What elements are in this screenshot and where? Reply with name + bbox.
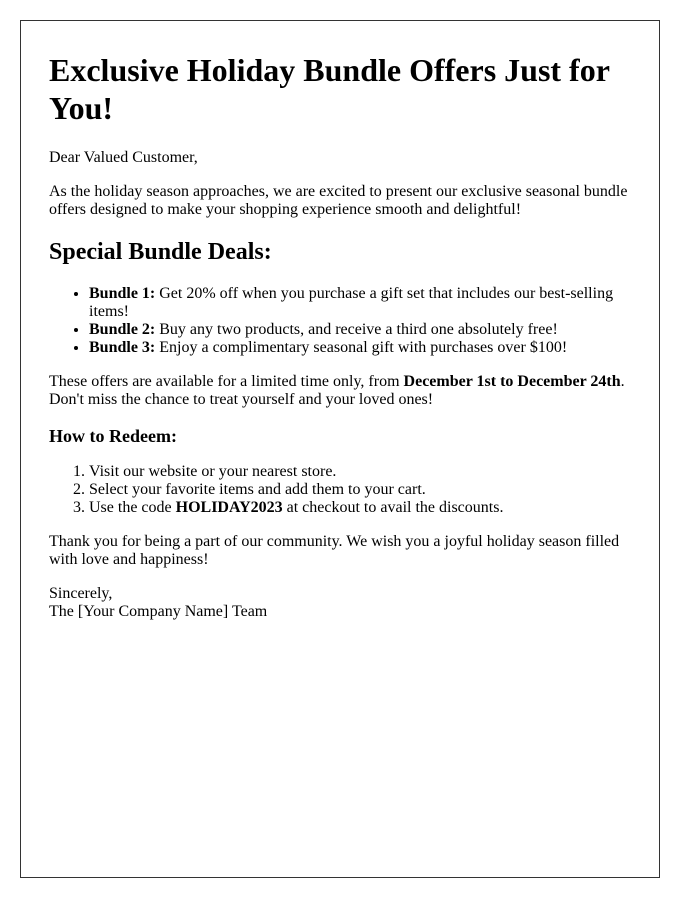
closing: Sincerely,: [49, 585, 113, 602]
deal-item-1: [89, 285, 631, 321]
availability-text-end: . Don't miss the chance to treat yourself and your loved ones!: [49, 373, 625, 408]
step-text: Use the code: [89, 499, 176, 516]
availability-dates: December 1st to December 24th: [403, 373, 621, 390]
deal-text: Get 20% off when you purchase a gift set that includes our best-selling items!: [89, 285, 614, 320]
signoff: [49, 585, 631, 621]
letter-container: [20, 20, 660, 878]
intro-paragraph: As the holiday season approaches, we are excited to present our exclusive seasonal bundle offers designed to make your shopping experience smooth and delightful!: [49, 183, 628, 218]
letter-title: Exclusive Holiday Bundle Offers Just for You!: [49, 52, 610, 126]
deal-label: Bundle 3:: [89, 339, 156, 356]
redeem-step-3: [89, 499, 631, 517]
deal-label: Bundle 1:: [89, 285, 156, 302]
deals-heading: Special Bundle Deals:: [49, 239, 272, 265]
deal-item-2: [89, 321, 631, 339]
deal-label: Bundle 2:: [89, 321, 156, 338]
deal-text: Buy any two products, and receive a third one absolutely free!: [155, 321, 558, 338]
signature: The [Your Company Name] Team: [49, 603, 268, 620]
deal-text: Enjoy a complimentary seasonal gift with purchases over $100!: [155, 339, 568, 356]
redeem-step-2: 2. Select your favorite items and add them to your cart.: [89, 481, 631, 499]
greeting: Dear Valued Customer,: [49, 149, 198, 166]
deals-list: [49, 285, 631, 357]
availability-paragraph: [49, 373, 631, 409]
redeem-steps: [49, 463, 631, 517]
redeem-heading: How to Redeem:: [49, 426, 177, 446]
deal-item-3: [89, 339, 631, 357]
step-text-end: at checkout to avail the discounts.: [282, 499, 504, 516]
availability-text: These offers are available for a limited time only, from: [49, 373, 404, 390]
redeem-step-1: 1. Visit our website or your nearest store.: [89, 463, 631, 481]
promo-code: HOLIDAY2023: [175, 499, 283, 516]
thanks-paragraph: Thank you for being a part of our community. We wish you a joyful holiday season filled with love and happiness!: [49, 533, 620, 568]
